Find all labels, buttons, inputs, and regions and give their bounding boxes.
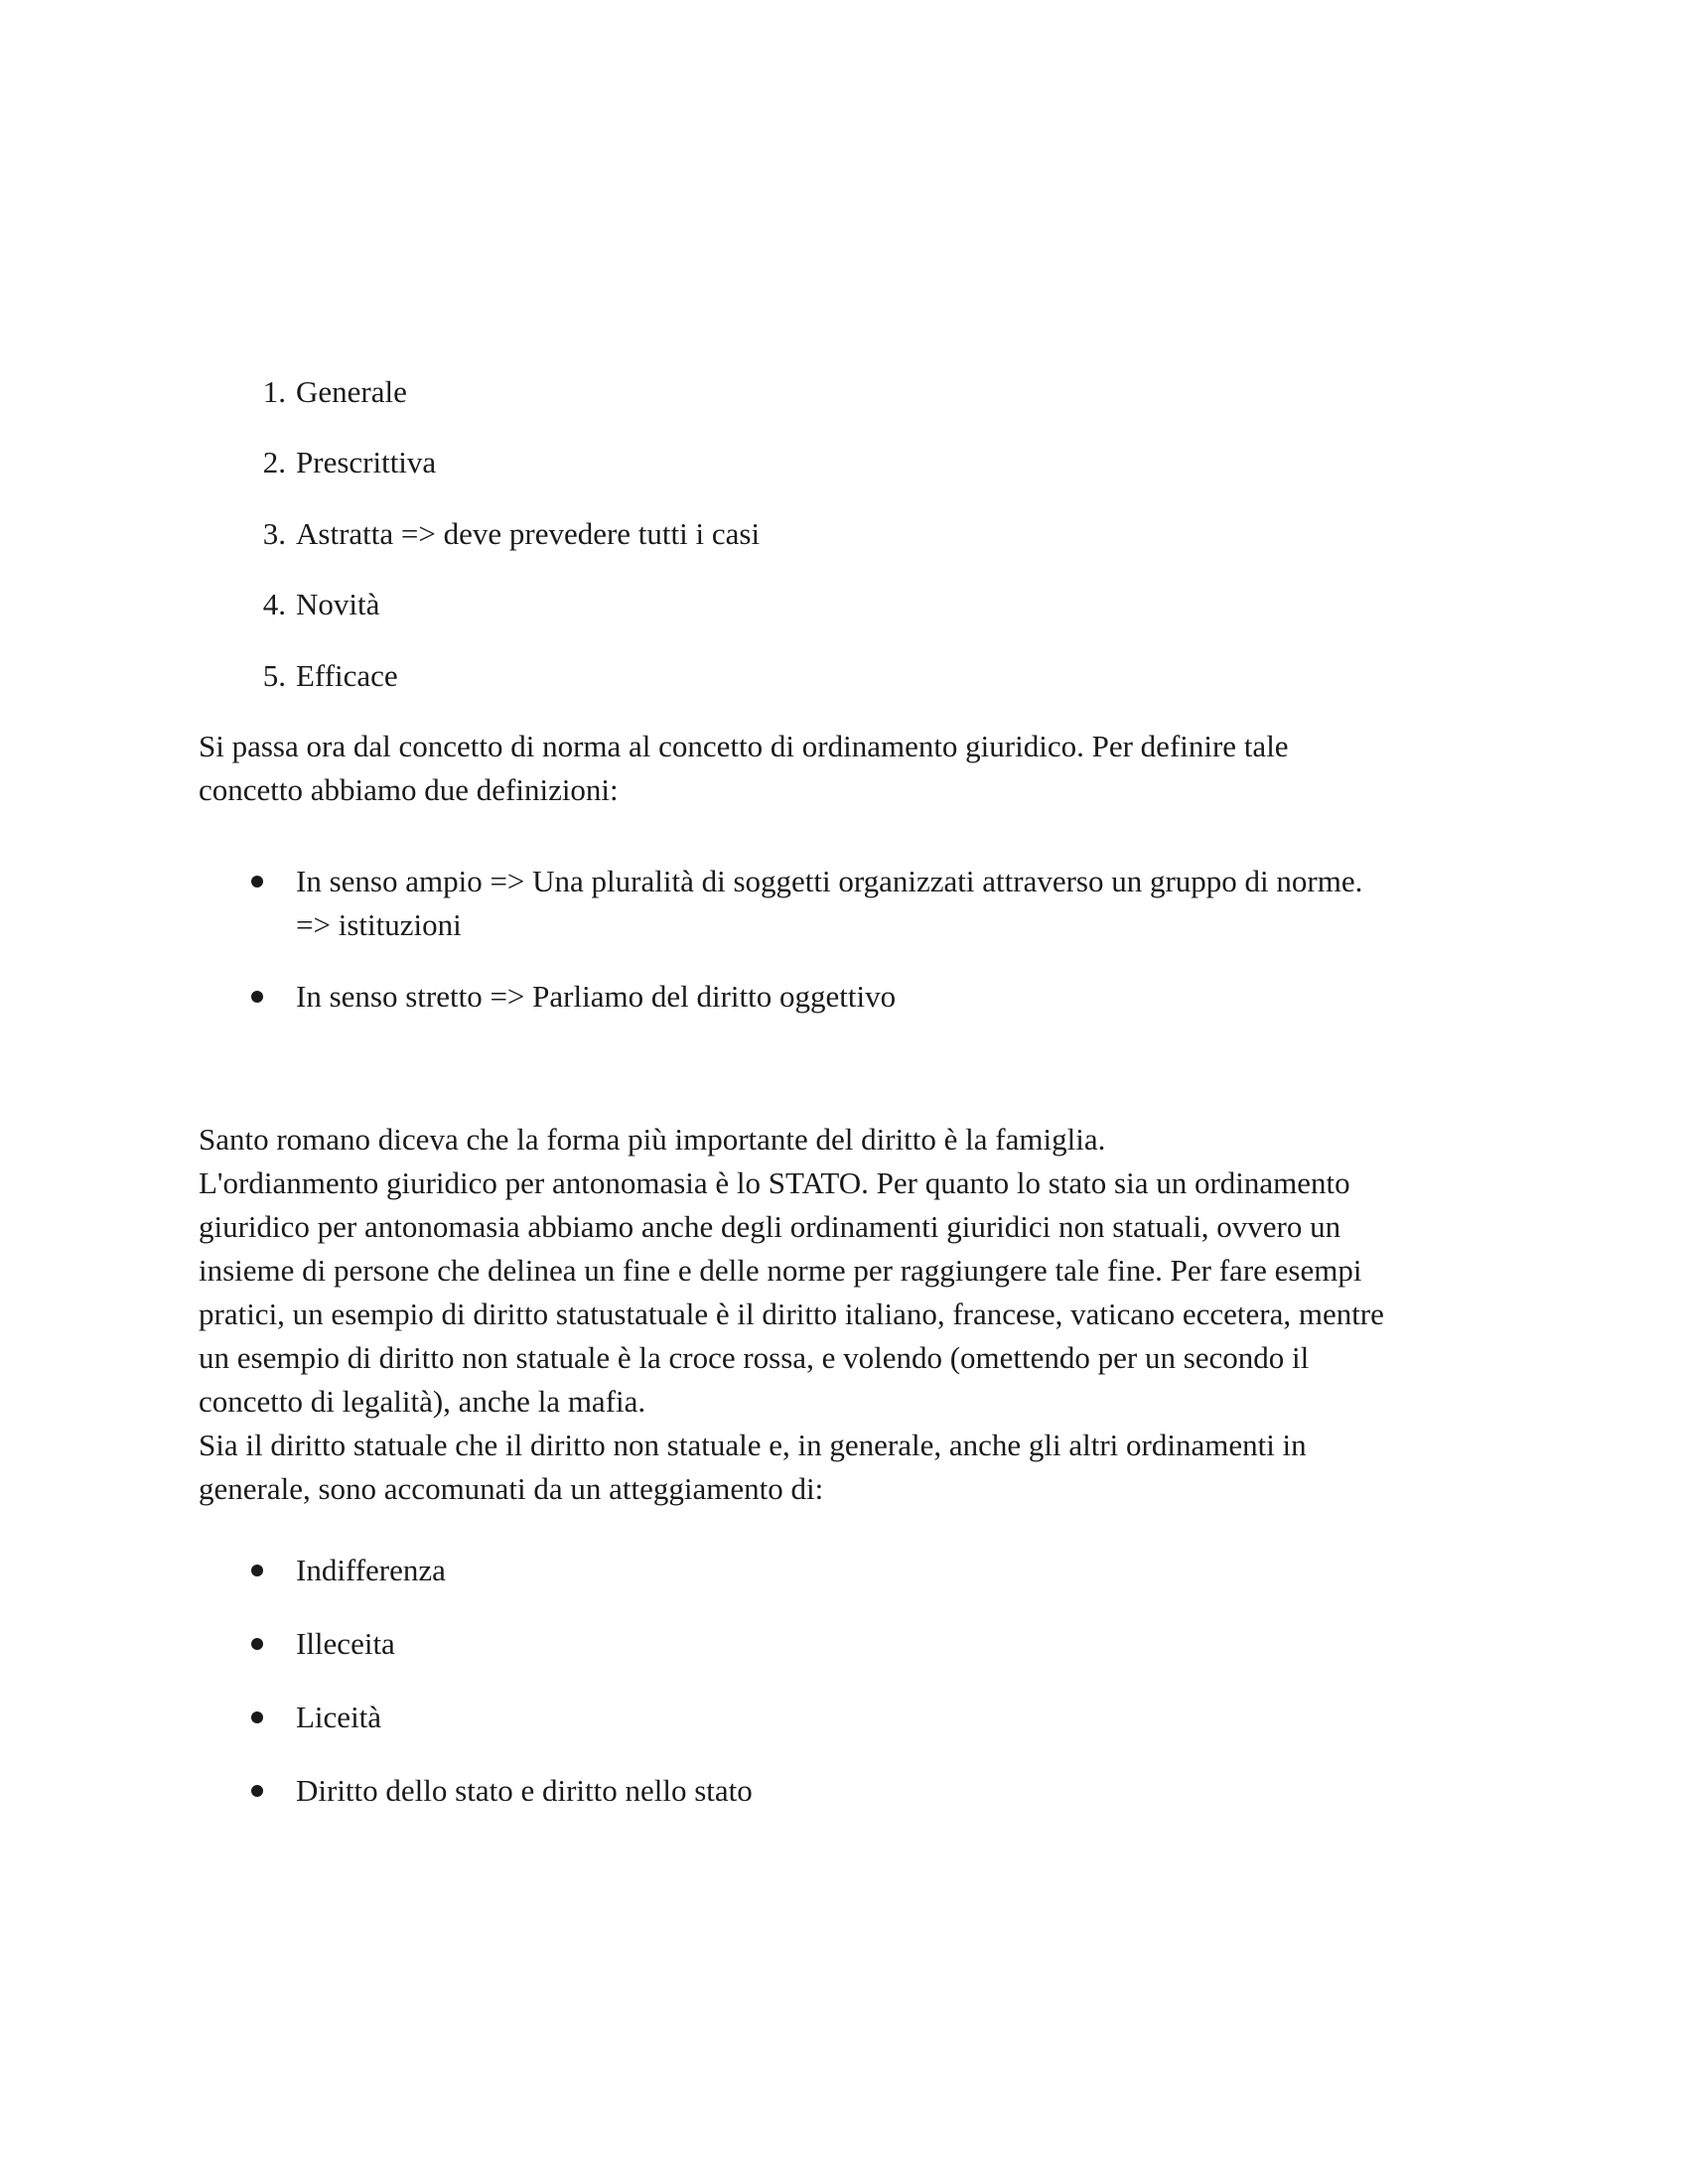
list-item-text: Novità (296, 587, 380, 621)
paragraph-line: concetto di legalità), anche la mafia. (199, 1384, 646, 1419)
list-number: 2. (262, 445, 286, 479)
list-number: 3. (262, 516, 286, 551)
list-number: 5. (262, 658, 286, 693)
list-item-text: Efficace (296, 658, 398, 693)
bullet-icon (251, 876, 263, 887)
main-paragraph (199, 1118, 1479, 1511)
list-item-text: Diritto dello stato e diritto nello stato (296, 1773, 753, 1808)
bullet-icon (251, 1565, 263, 1576)
paragraph-line: Sia il diritto statuale che il diritto non statuale e, in generale, anche gli altri ordinamenti in (199, 1428, 1307, 1462)
list-item-line: In senso ampio => Una pluralità di soggetti organizzati attraverso un gruppo di norme. (296, 864, 1363, 898)
paragraph-line: pratici, un esempio di diritto statustatuale è il diritto italiano, francese, vaticano eccetera, mentre (199, 1297, 1384, 1331)
list-item-text (296, 860, 1477, 947)
list-number: 1. (262, 374, 286, 409)
paragraph-line: un esempio di diritto non statuale è la croce rossa, e volendo (omettendo per un secondo il (199, 1340, 1310, 1375)
bullet-icon (251, 991, 263, 1003)
bullet-icon (251, 1711, 263, 1723)
bullet-icon (251, 1785, 263, 1797)
paragraph-line: Si passa ora dal concetto di norma al concetto di ordinamento giuridico. Per definire tale (199, 729, 1289, 763)
list-item-text (296, 975, 1477, 1019)
list-item-line: => istituzioni (296, 907, 462, 942)
list-item-text: Indifferenza (296, 1553, 446, 1587)
bullet-icon (251, 1638, 263, 1650)
list-item-text: Prescrittiva (296, 445, 437, 479)
paragraph-line: insieme di persone che delinea un fine e delle norme per raggiungere tale fine. Per fare esempi (199, 1253, 1362, 1288)
list-item-text: Generale (296, 374, 407, 409)
paragraph-line: concetto abbiamo due definizioni: (199, 772, 619, 807)
list-number: 4. (262, 587, 286, 621)
paragraph-line: giuridico per antonomasia abbiamo anche degli ordinamenti giuridici non statuali, ovvero un (199, 1209, 1341, 1244)
paragraph-line: L'ordianmento giuridico per antonomasia è lo STATO. Per quanto lo stato sia un ordinamento (199, 1165, 1350, 1200)
paragraph-line: Santo romano diceva che la forma più importante del diritto è la famiglia. (199, 1122, 1106, 1157)
list-item-text: Illeceita (296, 1626, 395, 1661)
intro-paragraph (199, 725, 1479, 812)
list-item-text: Astratta => deve prevedere tutti i casi (296, 516, 761, 551)
list-item-text: Liceità (296, 1700, 382, 1734)
list-item-line: In senso stretto => Parliamo del diritto oggettivo (296, 979, 897, 1014)
paragraph-line: generale, sono accomunati da un atteggiamento di: (199, 1471, 824, 1506)
